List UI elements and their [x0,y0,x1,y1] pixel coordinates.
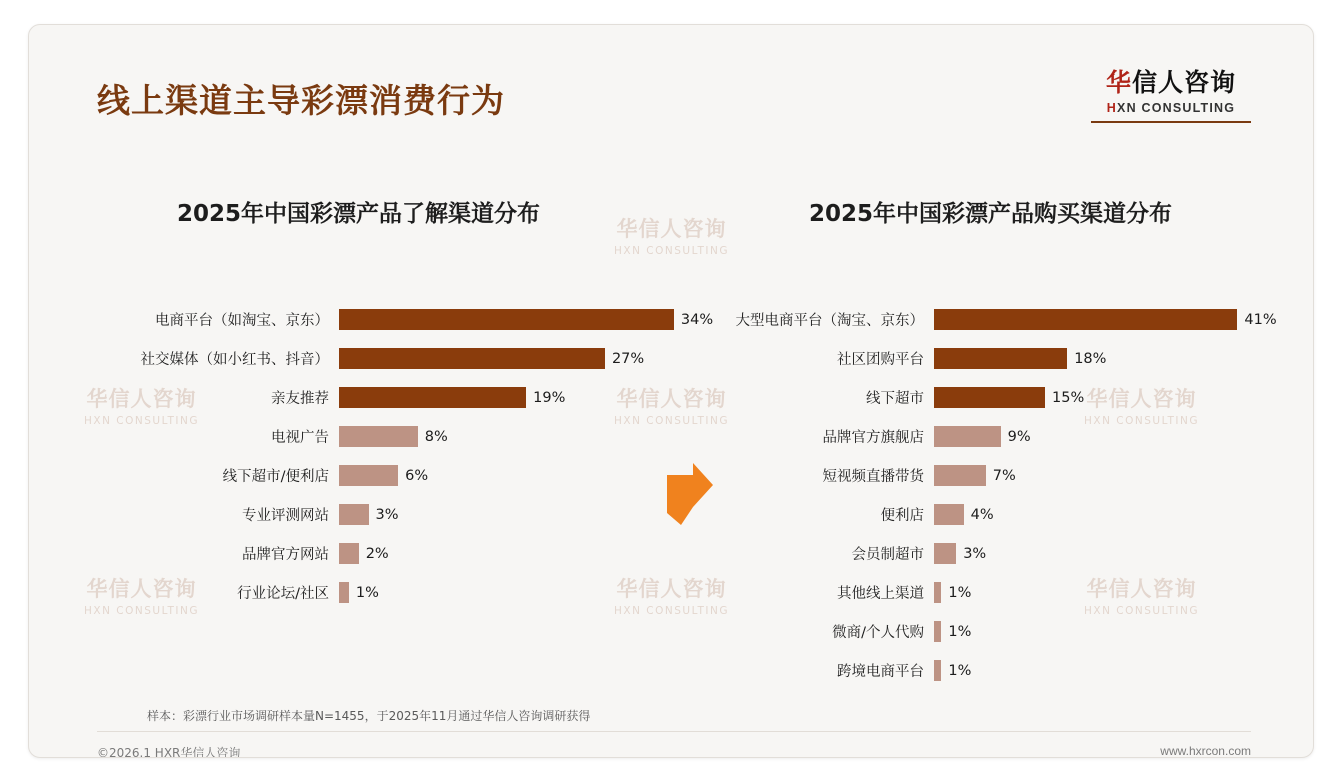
bar [934,660,941,681]
watermark-cn: 华信人咨询 [616,387,727,411]
bar-value: 1% [948,623,972,640]
bar-label: 微商/个人代购 [832,625,924,641]
transition-arrow-icon [667,463,713,525]
bar-track [339,348,659,369]
bar [934,426,1001,447]
bar [339,426,418,447]
copyright-text: ©2026.1 HXR华信人咨询 [97,746,241,758]
bar-label: 行业论坛/社区 [237,586,329,602]
bar-label: 电视广告 [271,430,329,446]
watermark-en: HXN CONSULTING [1084,415,1199,427]
bar [934,465,986,486]
bar-value: 1% [948,662,972,679]
watermark-cn: 华信人咨询 [616,577,727,601]
watermark-cn: 华信人咨询 [86,577,197,601]
watermark-cn: 华信人咨询 [616,217,727,241]
chart-row [99,456,659,495]
watermark-cn: 华信人咨询 [1086,577,1197,601]
bar-value: 4% [970,506,994,523]
bar-label: 品牌官方网站 [242,547,329,563]
bar-track [339,387,659,408]
chart-row [729,339,1299,378]
bar-track [339,465,659,486]
bar-value: 19% [533,389,566,406]
chart-row [729,417,1299,456]
source-note: 样本：彩漂行业市场调研样本量N=1455，于2025年11月通过华信人咨询调研获得 [147,709,591,723]
bar-value: 3% [375,506,399,523]
watermark-en: HXN CONSULTING [614,415,729,427]
logo-text-cn-rest: 信人咨询 [1132,68,1237,97]
bar [339,465,398,486]
chart-row [729,651,1299,690]
bar [339,582,349,603]
bar-value: 9% [1007,428,1031,445]
bar [934,582,941,603]
bar-label: 亲友推荐 [271,391,329,407]
bar [339,309,674,330]
bar-track [934,387,1299,408]
bar-label: 线下超市 [866,391,924,407]
bar-label: 电商平台（如淘宝、京东） [155,313,329,329]
watermark-cn: 华信人咨询 [1086,387,1197,411]
bar-value: 1% [355,584,379,601]
bar-value: 8% [424,428,448,445]
bar [934,621,941,642]
bar-label: 其他线上渠道 [837,586,924,602]
bar-track [934,426,1299,447]
bar [339,387,526,408]
logo-char-h: H [1106,101,1118,115]
bar-label: 品牌官方旗舰店 [822,430,924,446]
bar-value: 2% [365,545,389,562]
watermark [614,213,729,257]
bar-value: 1% [948,584,972,601]
bar-value: 15% [1052,389,1085,406]
bar-label: 社区团购平台 [837,352,924,368]
bar-track [339,309,714,330]
bar-value: 27% [611,350,645,367]
chart-row [99,573,659,612]
bar-label: 线下超市/便利店 [222,469,329,485]
bar-value: 6% [405,467,429,484]
slide-card [28,24,1314,758]
chart-row [729,612,1299,651]
chart-row [729,300,1299,339]
chart-right-title: 2025年中国彩漂产品购买渠道分布 [809,201,1173,227]
bar-label: 社交媒体（如小红书、抖音） [140,352,329,368]
chart-row [99,300,714,339]
bar-value: 18% [1074,350,1107,367]
bar [934,543,956,564]
bar-track [934,504,1299,525]
logo-text-cn [1091,63,1251,99]
logo-char-hua: 华 [1105,68,1132,97]
bar-label: 跨境电商平台 [837,664,924,680]
company-logo [1091,63,1251,123]
bar-track [934,582,1299,603]
chart-left-title: 2025年中国彩漂产品了解渠道分布 [177,201,541,227]
chart-purchase-channels [729,300,1299,690]
bar-label: 便利店 [880,508,924,524]
chart-row [729,378,1299,417]
watermark-en: HXN CONSULTING [614,245,729,257]
bar-track [339,426,659,447]
watermark-en: HXN CONSULTING [614,605,729,617]
watermark-en: HXN CONSULTING [84,605,199,617]
bar [339,543,359,564]
bar-track [934,465,1299,486]
bar-track [934,348,1299,369]
website-text: www.hxrcon.com [1160,744,1251,758]
chart-row [729,573,1299,612]
bar-value: 34% [680,311,714,328]
watermark-en: HXN CONSULTING [84,415,199,427]
chart-row [729,534,1299,573]
chart-row [99,495,659,534]
bar-value: 41% [1244,311,1277,328]
bar-track [339,543,659,564]
chart-row [729,495,1299,534]
chart-row [99,534,659,573]
logo-text-en-rest: XN CONSULTING [1117,101,1236,115]
bar-label: 专业评测网站 [242,508,329,524]
logo-text-en [1091,101,1251,115]
chart-row [99,378,659,417]
bar [934,348,1067,369]
bar [934,309,1237,330]
bar [934,504,964,525]
chart-row [729,456,1299,495]
bar [339,504,369,525]
bar [934,387,1045,408]
bar-track [339,504,659,525]
bar-track [934,309,1299,330]
footer-divider [97,731,1251,732]
bar-track [934,660,1299,681]
bar-track [934,621,1299,642]
bar-label: 会员制超市 [851,547,924,563]
bar-value: 3% [963,545,987,562]
watermark-en: HXN CONSULTING [1084,605,1199,617]
bar-track [339,582,659,603]
bar [339,348,605,369]
page-title: 线上渠道主导彩漂消费行为 [97,81,505,120]
bar-value: 7% [992,467,1016,484]
bar-label: 大型电商平台（淘宝、京东） [735,313,924,329]
bar-label: 短视频直播带货 [822,469,924,485]
chart-row [99,339,659,378]
chart-row [99,417,659,456]
watermark-cn: 华信人咨询 [86,387,197,411]
bar-track [934,543,1299,564]
